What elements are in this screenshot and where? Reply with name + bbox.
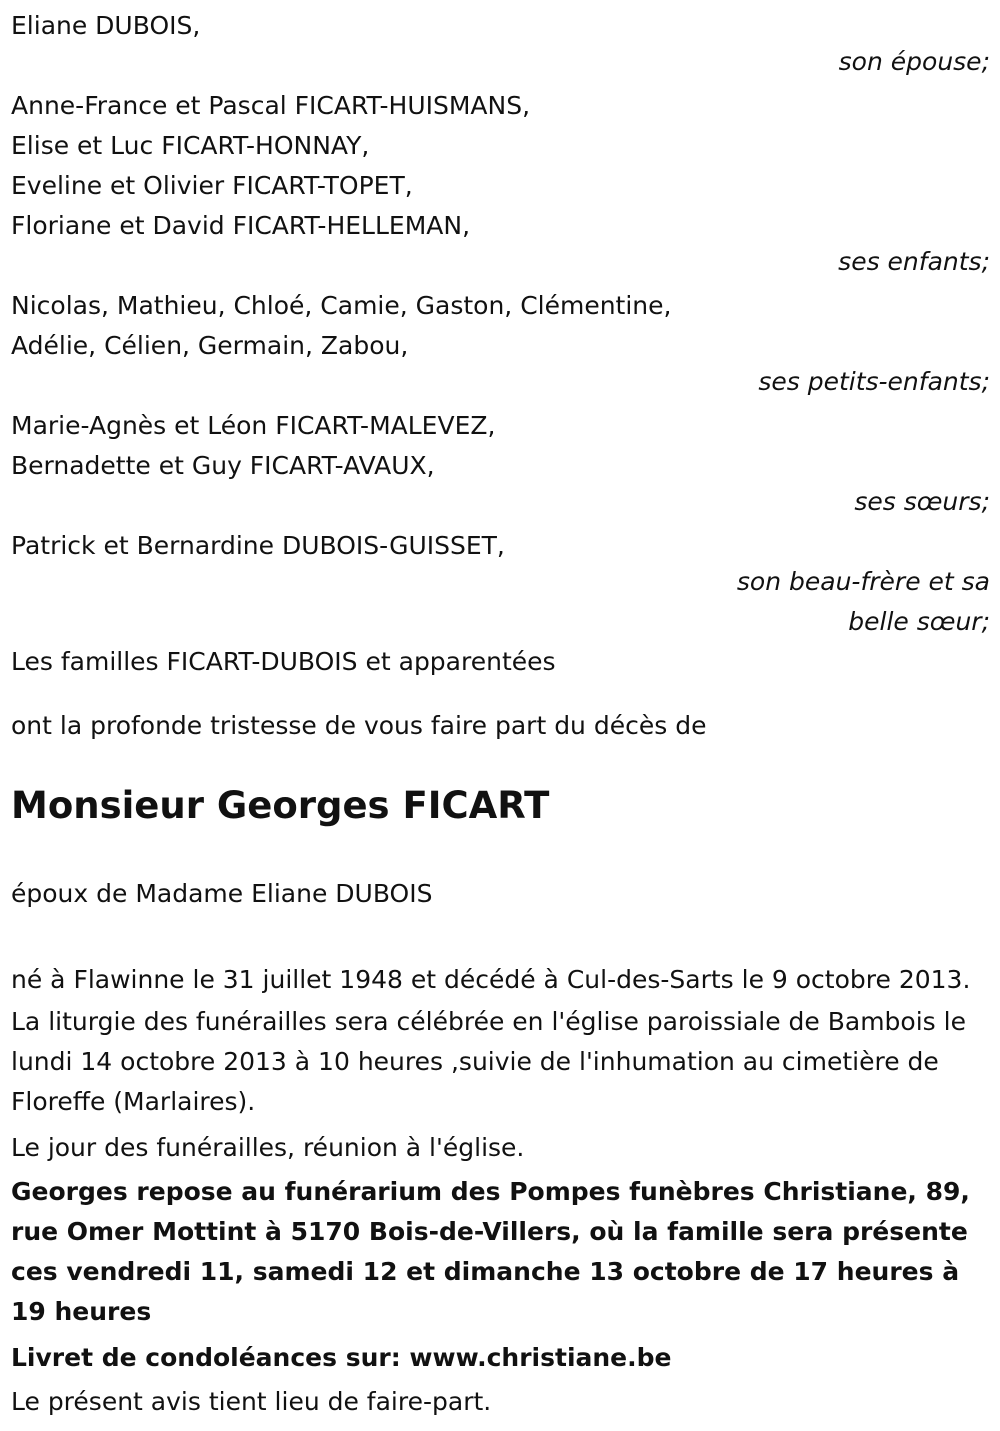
- relation-label: ses sœurs;: [854, 487, 990, 516]
- family-name-line: Adélie, Célien, Germain, Zabou,: [11, 331, 409, 360]
- family-name-line: Eliane DUBOIS,: [11, 11, 201, 40]
- deceased-name: Monsieur Georges FICART: [11, 784, 550, 827]
- relation-label: ses petits-enfants;: [758, 367, 990, 396]
- liturgy-text: La liturgie des funérailles sera célébrée en l'église paroissiale de Bambois le lundi 14 octobre 2013 à 10 heures ,suivie de l'inhumation au cimetière de Floreffe (Marlaires).: [11, 1007, 966, 1116]
- relation-label: son épouse;: [838, 47, 990, 76]
- families-closing: Les familles FICART-DUBOIS et apparentées: [11, 647, 556, 676]
- relation-label: son beau-frère et sa: [736, 567, 990, 596]
- relation-label: belle sœur;: [848, 607, 990, 636]
- spouse-line: époux de Madame Eliane DUBOIS: [11, 879, 433, 908]
- family-name-line: Elise et Luc FICART-HONNAY,: [11, 131, 370, 160]
- visitation-text: Georges repose au funérarium des Pompes funèbres Christiane, 89, rue Omer Mottint à 5170 Bois-de-Villers, où la famille sera présente ces vendredi 11, samedi 12 et dimanche 13 octobre de 17 heures à 19 heures: [11, 1177, 970, 1326]
- family-name-line: Nicolas, Mathieu, Chloé, Camie, Gaston, Clémentine,: [11, 291, 672, 320]
- family-name-line: Marie-Agnès et Léon FICART-MALEVEZ,: [11, 411, 496, 440]
- family-name-line: Anne-France et Pascal FICART-HUISMANS,: [11, 91, 531, 120]
- family-name-line: Eveline et Olivier FICART-TOPET,: [11, 171, 413, 200]
- family-group-in-laws: [11, 526, 990, 642]
- family-group-grandchildren: [11, 286, 990, 402]
- relation-label: ses enfants;: [838, 247, 990, 276]
- birth-death-text: né à Flawinne le 31 juillet 1948 et décédé à Cul-des-Sarts le 9 octobre 2013.: [11, 965, 971, 994]
- family-name-line: Floriane et David FICART-HELLEMAN,: [11, 211, 471, 240]
- announcement-text: ont la profonde tristesse de vous faire part du décès de: [11, 711, 707, 740]
- family-group-spouse: [11, 6, 990, 82]
- family-group-children: [11, 86, 990, 282]
- closing-note: Le présent avis tient lieu de faire-part.: [11, 1387, 492, 1416]
- condolences-text: Livret de condoléances sur: www.christiane.be: [11, 1343, 672, 1372]
- family-name-line: Patrick et Bernardine DUBOIS-GUISSET,: [11, 531, 505, 560]
- family-name-line: Bernadette et Guy FICART-AVAUX,: [11, 451, 435, 480]
- family-group-sisters: [11, 406, 990, 522]
- gathering-text: Le jour des funérailles, réunion à l'église.: [11, 1133, 525, 1162]
